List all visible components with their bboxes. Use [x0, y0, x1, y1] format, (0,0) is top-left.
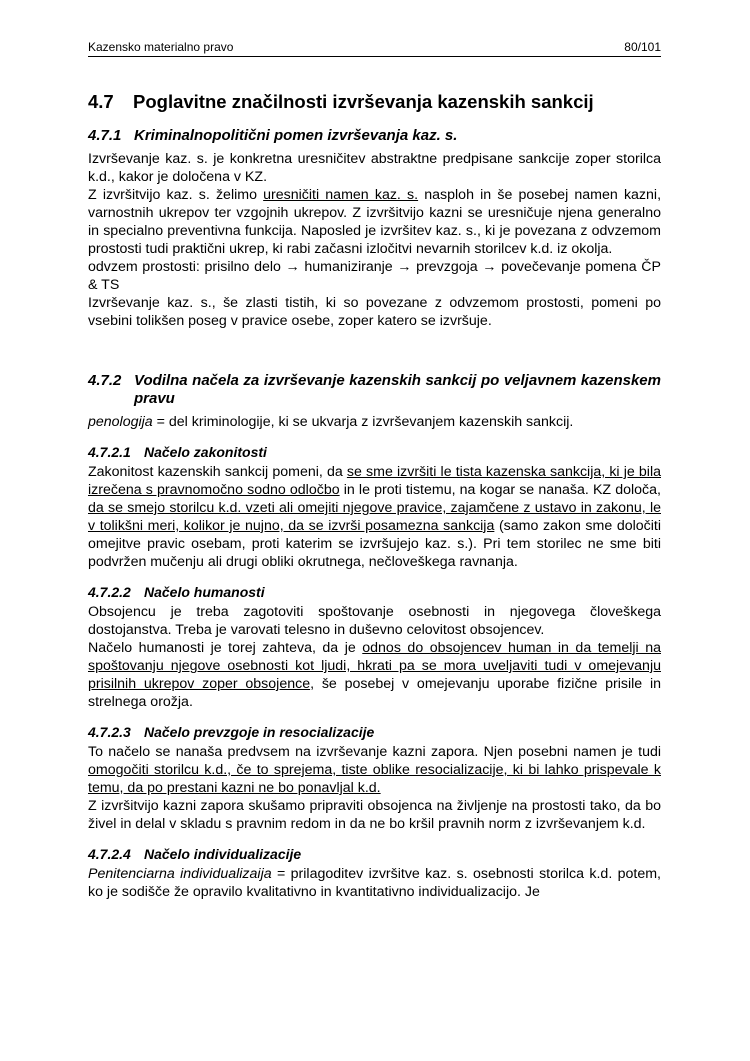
- page-number: 80/101: [624, 40, 661, 54]
- spacer: [88, 330, 661, 358]
- heading-4722: [88, 583, 661, 601]
- paragraph: [88, 865, 661, 901]
- subsection-title: Kriminalnopolitični pomen izvrševanja kaz. s.: [134, 127, 458, 144]
- defined-term: Penitenciarna individualizaija: [88, 866, 272, 882]
- heading-number: 4.7.2.3: [88, 724, 131, 740]
- section-heading: [88, 91, 661, 113]
- text-run: = del kriminologije, ki se ukvarja z izvrševanjem kazenskih sankcij.: [152, 414, 574, 430]
- underlined-text: odnos do obsojencev human in da temelji na spoštovanju njegove osebnosti kot ljudi, hkrati pa se mora uveljaviti tudi v omejevanju prisilnih ukrepov zoper obsojence: [88, 640, 661, 692]
- heading-title: Načelo zakonitosti: [144, 444, 267, 460]
- underlined-text: da se smejo storilcu k.d. vzeti ali omejiti njegove pravice, zajamčene z ustavo in zakonu, le v tolikšni meri, kolikor je nujno, da se izvrši posamezna sankcija: [88, 500, 661, 534]
- heading-4723: [88, 723, 661, 741]
- paragraph: odvzem prostosti: prisilno delo → humaniziranje → prevzgoja → povečevanje pomena ČP & TS: [88, 259, 661, 293]
- paragraph: Obsojencu je treba zagotoviti spoštovanje osebnosti in njegovega človeškega dostojanstva. Treba je varovati telesno in duševno celovitost obsojencev.: [88, 604, 661, 638]
- underlined-text: se sme izvršiti le tista kazenska sankcija, ki je bila izrečena s pravnomočno sodno odločbo: [88, 464, 661, 498]
- section-number: 4.7: [88, 91, 114, 112]
- subsection-heading-471: [88, 127, 661, 145]
- heading-4721: [88, 443, 661, 461]
- text-run: Zakonitost kazenskih sankcij pomeni, da: [88, 464, 347, 480]
- heading-title: Načelo humanosti: [144, 584, 265, 600]
- text-run: = prilagoditev izvršitve kaz. s. osebnosti storilca k.d. potem, ko je sodišče že opravilo kvalitativno in kvantitativno individualizacijo. Je: [88, 866, 662, 900]
- paragraph: [88, 743, 661, 797]
- document-title: Kazensko materialno pravo: [88, 40, 234, 54]
- underlined-text: uresničiti namen kaz. s.: [263, 187, 419, 203]
- underlined-text: omogočiti storilcu k.d., če to sprejema, tiste oblike resocializacije, ki bi lahko prispevale k temu, da po prestani kazni ne bo ponavljal k.d.: [88, 762, 661, 796]
- defined-term: penologija: [88, 414, 153, 430]
- paragraph: Izvrševanje kaz. s., še zlasti tistih, ki so povezane z odvzemom prostosti, pomeni po vsebini tolikšen poseg v pravice osebe, zoper katero se izvršuje.: [88, 295, 661, 329]
- subsection-heading-472: [88, 372, 661, 408]
- paragraph: Izvrševanje kaz. s. je konkretna uresničitev abstraktne predpisane sankcije zoper storilca k.d., kakor je določena v KZ.: [88, 151, 661, 185]
- heading-number: 4.7.2.2: [88, 584, 131, 600]
- text-run: in le proti tistemu, na kogar se nanaša. KZ določa,: [339, 482, 661, 498]
- subsection-title: Vodilna načela za izvrševanje kazenskih sankcij po veljavnem kazenskem pravu: [134, 372, 661, 407]
- document-page: [88, 40, 661, 901]
- heading-4724: [88, 845, 661, 863]
- paragraph: [88, 186, 661, 258]
- text-run: (samo zakon sme določiti omejitve pravic osebam, proti katerim se izvršujejo kaz. s.). Pri tem storilec ne sme biti podvržen mučenju ali drugi obliki okrutnega, nečloveškega ravnanja.: [88, 518, 661, 570]
- subsection-number: 4.7.2: [88, 372, 122, 389]
- page-header: [88, 40, 661, 57]
- text-run: Z izvršitvijo kaz. s. želimo: [88, 187, 264, 203]
- paragraph: Z izvršitvijo kazni zapora skušamo pripraviti obsojenca na življenje na prostosti tako, da bo živel in delal v skladu s pravnim redom in da ne bo kršil pravnih norm z izvrševanjem k.d.: [88, 798, 661, 832]
- paragraph: [88, 463, 661, 571]
- heading-title: Načelo prevzgoje in resocializacije: [144, 724, 375, 740]
- section-title: Poglavitne značilnosti izvrševanja kazenskih sankcij: [133, 91, 594, 112]
- paragraph: [88, 639, 661, 711]
- heading-number: 4.7.2.4: [88, 846, 131, 862]
- text-run: nasploh in še posebej namen kazni, varnostnih ukrepov ter vzgojnih ukrepov. Z izvršitvijo kazni se uresničuje njena generalno in specialno preventivna funkcija. Naposled je izvršitev kaz. s., ki je povezana z odvzemom prostosti tudi praktični ukrep, ki rabi začasni izločitvi nevarnih storilcev k.d. iz okolja.: [88, 187, 662, 257]
- text-run: To načelo se nanaša predvsem na izvrševanje kazni zapora. Njen posebni namen je tudi: [88, 744, 661, 760]
- heading-number: 4.7.2.1: [88, 444, 131, 460]
- text-run: , še posebej v omejevanju uporabe fizične prisile in strelnega orožja.: [88, 676, 661, 710]
- paragraph: [88, 413, 661, 431]
- subsection-number: 4.7.1: [88, 127, 122, 144]
- heading-title: Načelo individualizacije: [144, 846, 302, 862]
- text-run: Načelo humanosti je torej zahteva, da je: [88, 640, 363, 656]
